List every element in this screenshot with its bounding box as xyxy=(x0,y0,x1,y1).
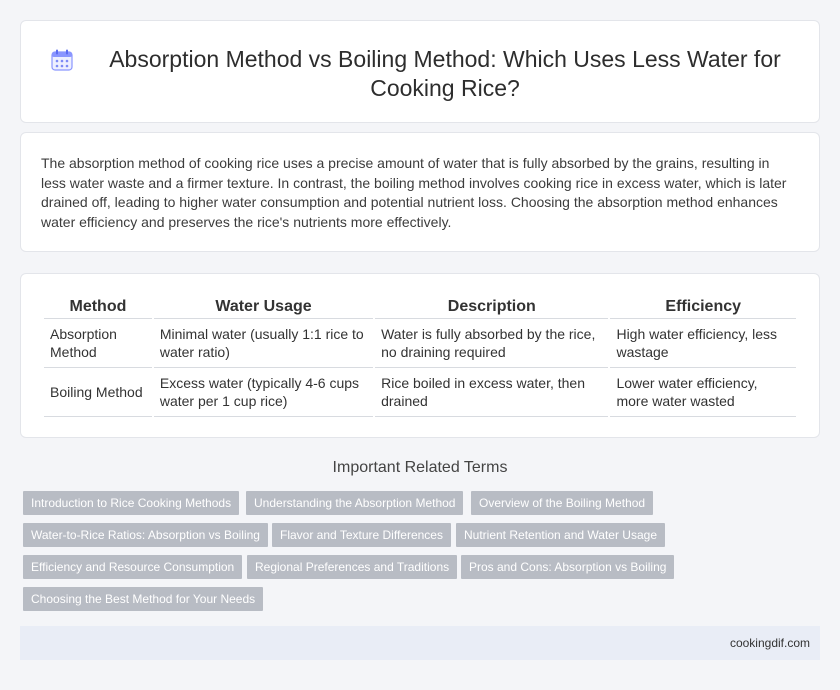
calendar-icon xyxy=(50,48,74,72)
tag-link[interactable]: Understanding the Absorption Method xyxy=(246,491,463,515)
table-cell: Rice boiled in excess water, then drained xyxy=(375,368,608,417)
tag-link[interactable]: Water-to-Rice Ratios: Absorption vs Boiling xyxy=(23,523,268,547)
comparison-table xyxy=(42,295,798,417)
intro-card xyxy=(20,132,820,252)
table-row xyxy=(44,368,796,417)
tag-link[interactable]: Introduction to Rice Cooking Methods xyxy=(23,491,239,515)
tag-link[interactable]: Efficiency and Resource Consumption xyxy=(23,555,242,579)
table-cell: Excess water (typically 4-6 cups water per 1 cup rice) xyxy=(154,368,373,417)
tag-link[interactable]: Overview of the Boiling Method xyxy=(471,491,653,515)
column-header-description: Description xyxy=(375,295,608,319)
column-header-water-usage: Water Usage xyxy=(154,295,373,319)
intro-paragraph: The absorption method of cooking rice uses a precise amount of water that is fully absorbed by the grains, resulting in less water waste and a firmer texture. In contrast, the boiling method involves cooking rice in excess water, which is later drained off, leading to higher water consumption and potential nutrient loss. Choosing the absorption method enhances water efficiency and preserves the rice's nutrients more effectively. xyxy=(41,155,787,230)
table-cell: Water is fully absorbed by the rice, no draining required xyxy=(375,319,608,368)
table-cell: Minimal water (usually 1:1 rice to water ratio) xyxy=(154,319,373,368)
tag-link[interactable]: Nutrient Retention and Water Usage xyxy=(456,523,665,547)
comparison-table-card xyxy=(20,273,820,438)
page-title: Absorption Method vs Boiling Method: Which Uses Less Water for Cooking Rice? xyxy=(109,46,781,101)
title-card xyxy=(20,20,820,123)
footer-site-name[interactable]: cookingdif.com xyxy=(729,636,810,650)
tag-link[interactable]: Regional Preferences and Traditions xyxy=(247,555,457,579)
table-row xyxy=(44,319,796,368)
table-cell: Absorption Method xyxy=(44,319,152,368)
table-header-row xyxy=(44,295,796,319)
table-cell: High water efficiency, less wastage xyxy=(610,319,796,368)
table-cell: Lower water efficiency, more water wasted xyxy=(610,368,796,417)
column-header-method: Method xyxy=(44,295,152,319)
footer xyxy=(20,626,820,660)
column-header-efficiency: Efficiency xyxy=(610,295,796,319)
table-cell: Boiling Method xyxy=(44,368,152,417)
related-terms-heading: Important Related Terms xyxy=(332,459,508,476)
tag-link[interactable]: Pros and Cons: Absorption vs Boiling xyxy=(461,555,674,579)
tag-link[interactable]: Flavor and Texture Differences xyxy=(272,523,451,547)
tag-link[interactable]: Choosing the Best Method for Your Needs xyxy=(23,587,263,611)
